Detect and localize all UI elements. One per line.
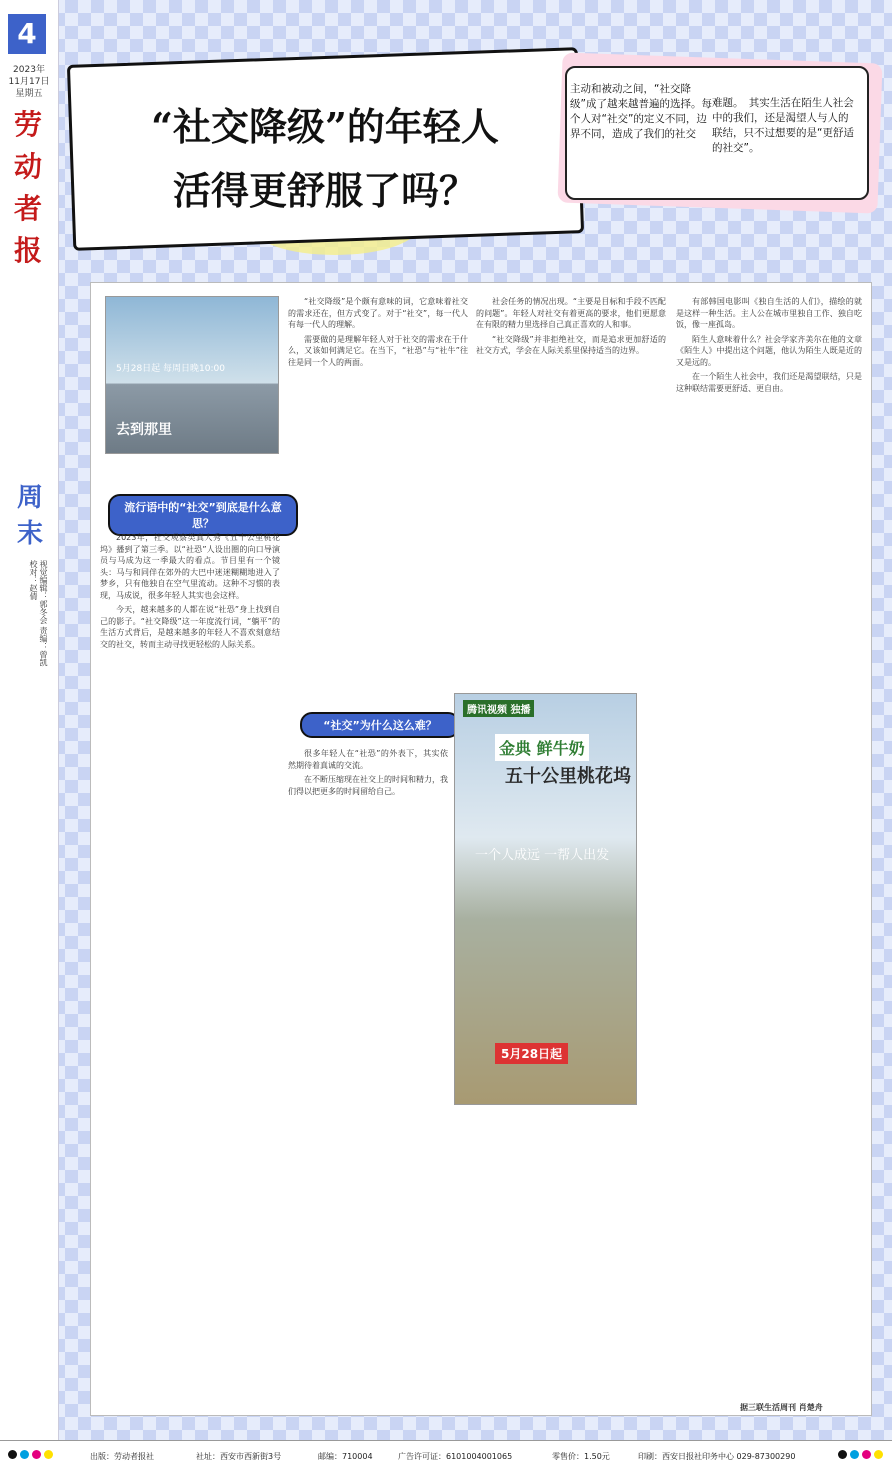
footer-printer: 印刷：西安日报社印务中心 029-87300290 — [638, 1452, 796, 1461]
color-dot — [20, 1450, 29, 1459]
column-a — [100, 532, 280, 1402]
poster-date: 5月28日起 每周日晚10:00 — [116, 364, 225, 374]
page-footer — [0, 1440, 892, 1470]
paragraph: 在一个陌生人社会中，我们还是渴望联结，只是这种联结需要更舒适、更自由。 — [676, 372, 862, 393]
footer-license: 广告许可证：6101004001065 — [398, 1452, 513, 1461]
paragraph: 2023年，社交观察类真人秀《五十公里桃花坞》播到了第三季。以“社恐”人设出圈的向口导演员与马成为这一季最大的看点。节目里有一个镜头：马与和同伴在郊外的大巴中迷迷糊糊地进入了梦乡，只有他独自在空气里流动。这种不习惯的表现，马成说，很多年轻人其实也会这样。 — [100, 533, 280, 600]
paragraph: “社交降级”并非拒绝社交，而是追求更加舒适的社交方式，学会在人际关系里保持适当的边界。 — [476, 334, 666, 355]
source-credit: 据三联生活周刊 肖楚舟 — [740, 1403, 823, 1412]
subhead-2: “社交”为什么这么难？ — [300, 712, 460, 738]
column-b2 — [288, 748, 448, 1398]
footer-price: 零售价：1.50元 — [552, 1452, 610, 1461]
footer-publisher: 出版：劳动者报社 — [90, 1452, 154, 1461]
footer-postcode: 邮编：710004 — [318, 1452, 373, 1461]
sponsor-logo: 金典 鲜牛奶 — [495, 734, 589, 761]
date-day: 11月17日 — [8, 77, 50, 87]
color-dot — [874, 1450, 883, 1459]
headline-line2: 活得更舒服了吗？ — [172, 168, 477, 213]
date-year: 2023年 — [13, 65, 45, 75]
footer-address: 社址：西安市西新街3号 — [196, 1452, 282, 1461]
color-dot — [44, 1450, 53, 1459]
lead-text-2: 难题。 其实生活在陌生人社会中的我们，还是渴望人与人的联结，只不过想要的是“更舒适的社交”。 — [712, 97, 854, 154]
show-poster-image — [105, 296, 279, 454]
color-dot — [32, 1450, 41, 1459]
issue-date — [6, 64, 52, 100]
premiere-date: 5月28日起 — [495, 1043, 568, 1064]
paragraph: “社交降级”是个颇有意味的词，它意味着社交的需求还在，但方式变了。对于“社交”，每一代人有每一代人的理解。 — [288, 297, 468, 329]
paragraph: 需要做的是理解年轻人对于社交的需求在于什么，又该如何满足它。在当下，“社恐”与“社牛”往往是同一个人的两面。 — [288, 334, 468, 367]
column-b — [288, 296, 468, 686]
subhead-1: 流行语中的“社交”到底是什么意思？ — [108, 494, 298, 536]
color-dot — [838, 1450, 847, 1459]
paragraph: 很多年轻人在“社恐”的外表下，其实依然期待着真诚的交流。 — [288, 749, 448, 770]
poster-title: 去到那里 — [116, 422, 172, 438]
paragraph: 今天，越来越多的人都在说“社恐”身上找到自己的影子。“社交降级”这一年度流行词，“躺平”的生活方式背后，是越来越多的年轻人不喜欢刻意结交的社交，转而主动寻找更轻松的人际关系。 — [100, 605, 280, 649]
paragraph: 有部韩国电影叫《独自生活的人们》，描绘的就是这样一种生活。主人公在城市里独自工作、独自吃饭，像一座孤岛。 — [676, 297, 862, 329]
column-c — [476, 296, 666, 686]
page-number: 4 — [8, 14, 46, 54]
color-dot — [8, 1450, 17, 1459]
headline-line1: “社交降级”的年轻人 — [151, 104, 499, 149]
editor-credits: 视觉编辑：郭冬会 责编：曾凯 校对：赵倩 — [29, 560, 48, 667]
newspaper-logo: 劳动者报 — [13, 108, 42, 267]
color-dot — [850, 1450, 859, 1459]
paragraph: 陌生人意味着什么？社会学家齐美尔在他的文章《陌生人》中提出这个问题，他认为陌生人既是近的又是远的。 — [676, 334, 862, 367]
show-title: 五十公里桃花坞 — [505, 766, 631, 787]
paragraph: 在不断压缩现在社交上的时间和精力，我们得以把更多的时间留给自己。 — [288, 775, 448, 796]
column-d — [676, 296, 862, 1396]
lead-text-1: 主动和被动之间，“社交降级”成了越来越普遍的选择。每个人对“社交”的定义不同，边界不同，造成了我们的社交 — [570, 83, 712, 140]
platform-badge: 腾讯视频 独播 — [463, 700, 534, 717]
show-poster-large — [454, 693, 637, 1105]
color-dot — [862, 1450, 871, 1459]
date-weekday: 星期五 — [15, 89, 43, 99]
section-label: 周末 — [16, 483, 43, 549]
paragraph: 社会任务的情况出现。“主要是目标和手段不匹配的问题”。年轻人对社交有着更高的要求，他们更愿意在有限的精力里选择自己真正喜欢的人和事。 — [476, 297, 666, 329]
show-slogan: 一个人成远 一帮人出发 — [475, 848, 610, 863]
